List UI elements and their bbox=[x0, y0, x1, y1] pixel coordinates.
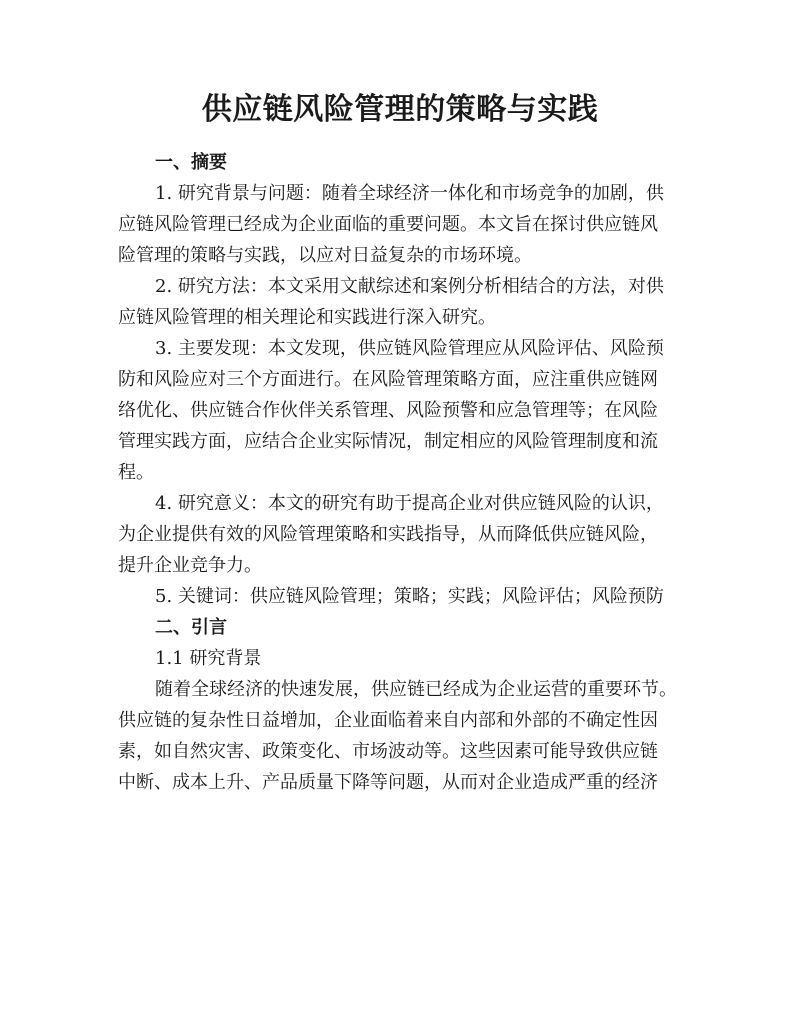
text-line: 2. 研究方法：本文采用文献综述和案例分析相结合的方法，对供 bbox=[155, 276, 664, 297]
document-title: 供应链风险管理的策略与实践 bbox=[201, 92, 599, 127]
text-line: 随着全球经济的快速发展，供应链已经成为企业运营的重要环节。 bbox=[155, 679, 677, 700]
text-line: 5. 关键词：供应链风险管理；策略；实践；风险评估；风险预防 bbox=[155, 586, 664, 607]
text-line: 4. 研究意义：本文的研究有助于提高企业对供应链风险的认识， bbox=[155, 493, 664, 514]
text-line: 险管理的策略与实践，以应对日益复杂的市场环境。 bbox=[118, 245, 532, 266]
section-heading-abstract: 一、摘要 bbox=[155, 152, 227, 173]
text-line: 防和风险应对三个方面进行。在风险管理策略方面，应注重供应链网 bbox=[118, 369, 658, 390]
text-line: 为企业提供有效的风险管理策略和实践指导，从而降低供应链风险， bbox=[118, 524, 658, 545]
abstract-paragraph-significance bbox=[118, 488, 682, 581]
text-line: 应链风险管理的相关理论和实践进行深入研究。 bbox=[118, 307, 496, 328]
text-line: 1. 研究背景与问题：随着全球经济一体化和市场竞争的加剧，供 bbox=[155, 183, 664, 204]
text-line: 程。 bbox=[118, 462, 154, 483]
text-line: 提升企业竞争力。 bbox=[118, 555, 262, 576]
text-line: 应链风险管理已经成为企业面临的重要问题。本文旨在探讨供应链风 bbox=[118, 214, 658, 235]
section-heading-introduction: 二、引言 bbox=[155, 617, 227, 638]
text-line: 3. 主要发现：本文发现，供应链风险管理应从风险评估、风险预 bbox=[155, 338, 664, 359]
text-line: 中断、成本上升、产品质量下降等问题，从而对企业造成严重的经济 bbox=[118, 772, 658, 793]
abstract-paragraph-method bbox=[118, 271, 682, 333]
text-line: 素，如自然灾害、政策变化、市场波动等。这些因素可能导致供应链 bbox=[118, 741, 658, 762]
abstract-paragraph-findings bbox=[118, 333, 682, 488]
text-line: 络优化、供应链合作伙伴关系管理、风险预警和应急管理等；在风险 bbox=[118, 400, 658, 421]
intro-paragraph-background bbox=[118, 674, 682, 798]
abstract-paragraph-keywords bbox=[118, 581, 682, 612]
document-body bbox=[118, 147, 682, 798]
text-line: 供应链的复杂性日益增加，企业面临着来自内部和外部的不确定性因 bbox=[118, 710, 658, 731]
abstract-paragraph-background bbox=[118, 178, 682, 271]
text-line: 管理实践方面，应结合企业实际情况，制定相应的风险管理制度和流 bbox=[118, 431, 658, 452]
subsection-heading-background: 1.1 研究背景 bbox=[155, 648, 262, 669]
